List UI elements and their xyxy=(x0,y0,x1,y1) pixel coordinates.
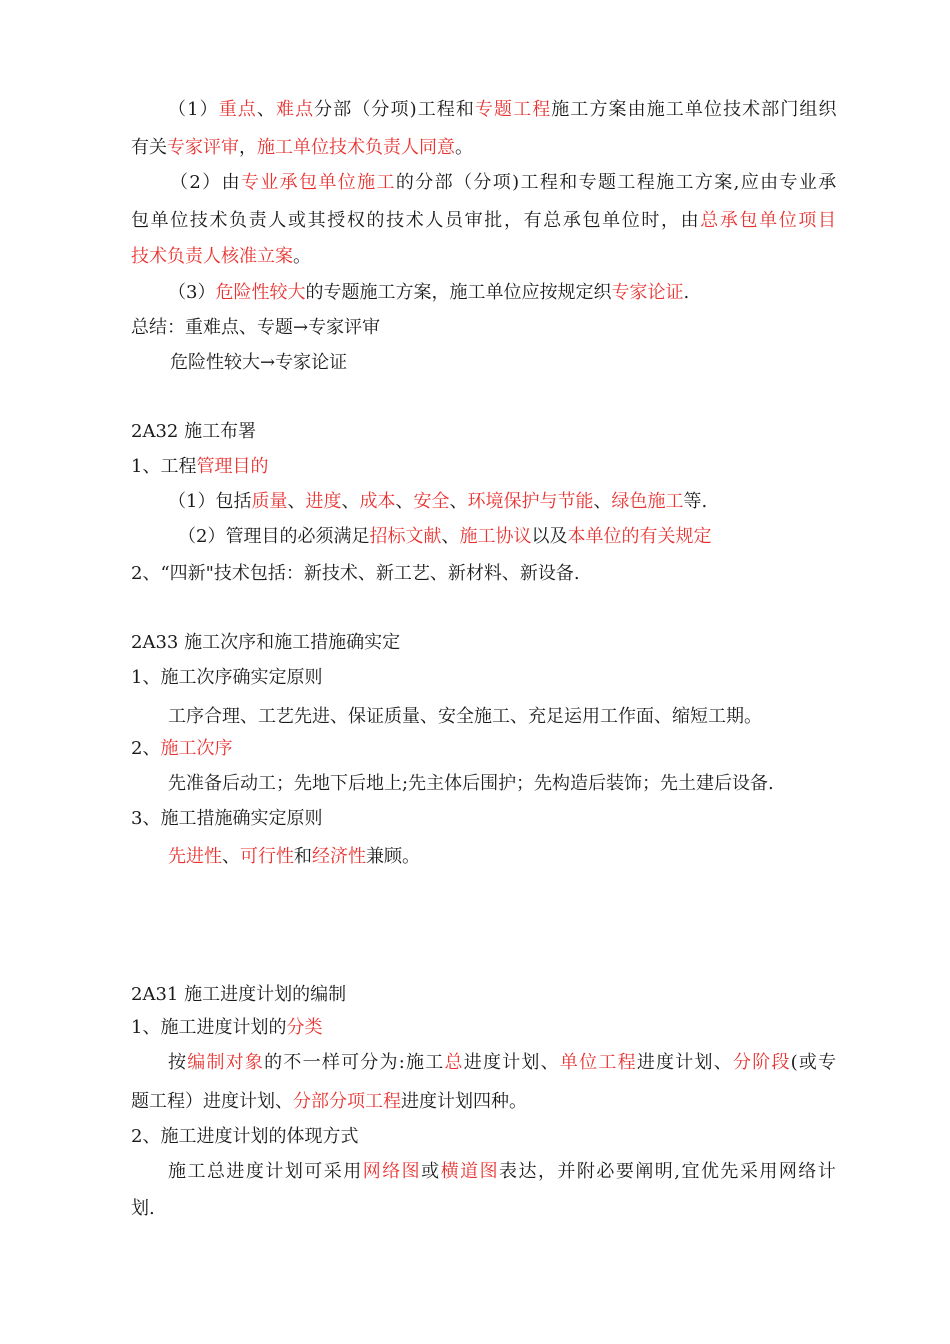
text-run: （1） xyxy=(168,99,219,120)
text-line xyxy=(131,245,311,269)
text-run: 、 xyxy=(341,491,360,512)
text-run: 兼顾。 xyxy=(366,846,420,867)
highlighted-term: 重点 xyxy=(218,99,257,120)
highlighted-term: 总承包单位项目 xyxy=(700,210,838,231)
highlighted-term: 难点 xyxy=(275,99,315,120)
highlighted-term: 可行性 xyxy=(240,846,294,867)
text-line xyxy=(131,562,580,586)
highlighted-term: 先进性 xyxy=(168,846,222,867)
text-line xyxy=(168,490,707,514)
text-run: 2、施工进度计划的体现方式 xyxy=(131,1126,359,1147)
highlighted-term: 环境保护与节能 xyxy=(467,491,594,512)
highlighted-term: 分部分项工程 xyxy=(293,1091,401,1112)
text-run: 施工总进度计划可采用 xyxy=(168,1161,363,1182)
text-run: 的不一样可分为:施工 xyxy=(264,1052,445,1073)
text-run: 划. xyxy=(131,1198,155,1219)
text-line xyxy=(168,705,762,729)
highlighted-term: 进度 xyxy=(305,491,342,512)
text-run: （2）由 xyxy=(170,172,241,193)
text-run: 、 xyxy=(256,99,276,120)
text-run: 的专题施工方案，施工单位应按规定织 xyxy=(305,282,612,303)
text-run: 总结：重难点、专题→专家评审 xyxy=(131,317,381,338)
highlighted-term: 分类 xyxy=(286,1017,323,1038)
text-run: 3、施工措施确实定原则 xyxy=(131,808,323,829)
text-run: 。 xyxy=(293,246,311,267)
highlighted-term: 管理目的 xyxy=(196,456,269,477)
text-run: 、 xyxy=(287,491,306,512)
text-line xyxy=(178,525,711,549)
text-run: 进度计划、 xyxy=(463,1052,560,1073)
text-run: 进度计划、 xyxy=(636,1052,733,1073)
text-line xyxy=(131,1090,527,1114)
text-line xyxy=(131,631,400,655)
text-line xyxy=(131,1125,358,1149)
highlighted-term: 招标文献 xyxy=(369,526,442,547)
text-run: 有关 xyxy=(131,137,167,158)
text-run: 以及 xyxy=(531,526,568,547)
highlighted-term: 危险性较大 xyxy=(215,282,306,303)
text-line xyxy=(170,351,347,375)
highlighted-term: 施工协议 xyxy=(459,526,532,547)
text-run: 进度计划四种。 xyxy=(401,1091,527,1112)
text-run: 先准备后动工；先地下后地上;先主体后围护；先构造后装饰；先土建后设备. xyxy=(168,773,774,794)
text-run: 题工程）进度计划、 xyxy=(131,1091,293,1112)
text-run: 1、施工次序确实定原则 xyxy=(131,667,323,688)
text-run: 1、施工进度计划的 xyxy=(131,1017,287,1038)
highlighted-term: 施工次序 xyxy=(160,738,233,759)
text-run: 、 xyxy=(593,491,612,512)
text-line xyxy=(168,98,838,122)
text-line xyxy=(168,1160,837,1184)
highlighted-term: 施工单位技术负责人同意 xyxy=(257,137,455,158)
text-run: （3） xyxy=(168,282,216,303)
text-run: 1、工程 xyxy=(131,456,197,477)
highlighted-term: 经济性 xyxy=(312,846,366,867)
text-run: 施工方案由施工单位技术部门组织 xyxy=(551,99,838,120)
text-run: 的分部（分项)工程和专题工程施工方案,应由专业承 xyxy=(395,172,838,193)
highlighted-term: 专题工程 xyxy=(474,99,552,120)
text-line xyxy=(131,316,380,340)
text-line xyxy=(131,737,232,761)
text-run: 表达，并附必要阐明,宜优先采用网络计 xyxy=(499,1161,838,1182)
text-run: (或专 xyxy=(790,1052,838,1073)
text-run: 2、 xyxy=(131,738,161,759)
text-line xyxy=(131,1197,155,1221)
text-line xyxy=(131,1016,322,1040)
text-run: 等. xyxy=(683,491,708,512)
highlighted-term: 技术负责人核准立案 xyxy=(131,246,293,267)
highlighted-term: 总 xyxy=(444,1052,464,1073)
highlighted-term: 专业承包单位施工 xyxy=(240,172,396,193)
text-run: ， xyxy=(239,137,257,158)
text-run: 、 xyxy=(449,491,468,512)
text-run: 。 xyxy=(455,137,473,158)
text-line xyxy=(131,420,256,444)
text-line xyxy=(131,666,322,690)
text-run: 2A32 施工布署 xyxy=(131,421,257,442)
text-run: . xyxy=(683,282,690,303)
highlighted-term: 横道图 xyxy=(440,1161,500,1182)
text-run: 按 xyxy=(168,1052,188,1073)
text-run: 分部（分项)工程和 xyxy=(314,99,475,120)
highlighted-term: 专家评审 xyxy=(167,137,239,158)
text-line xyxy=(168,1051,837,1075)
text-run: （1）包括 xyxy=(168,491,252,512)
text-line xyxy=(131,209,838,233)
text-run: 、 xyxy=(395,491,414,512)
text-run: 、 xyxy=(222,846,240,867)
text-run: 2A33 施工次序和施工措施确实定 xyxy=(131,632,401,653)
highlighted-term: 质量 xyxy=(251,491,288,512)
text-run: 危险性较大→专家论证 xyxy=(170,352,348,373)
highlighted-term: 成本 xyxy=(359,491,396,512)
text-line xyxy=(168,772,774,796)
text-run: 或 xyxy=(421,1161,441,1182)
highlighted-term: 安全 xyxy=(413,491,450,512)
text-run: 2A31 施工进度计划的编制 xyxy=(131,984,347,1005)
text-run: 工序合理、工艺先进、保证质量、安全施工、充足运用工作面、缩短工期。 xyxy=(168,706,762,727)
highlighted-term: 网络图 xyxy=(362,1161,422,1182)
text-line xyxy=(131,807,322,831)
text-run: 包单位技术负责人或其授权的技术人员审批，有总承包单位时，由 xyxy=(131,210,701,231)
text-line xyxy=(131,455,268,479)
highlighted-term: 专家论证 xyxy=(611,282,684,303)
highlighted-term: 单位工程 xyxy=(559,1052,637,1073)
highlighted-term: 分阶段 xyxy=(732,1052,791,1073)
text-line xyxy=(168,845,420,869)
text-run: （2）管理目的必须满足 xyxy=(178,526,370,547)
text-line xyxy=(131,983,346,1007)
highlighted-term: 本单位的有关规定 xyxy=(567,526,712,547)
highlighted-term: 绿色施工 xyxy=(611,491,684,512)
highlighted-term: 编制对象 xyxy=(187,1052,265,1073)
text-run: 2、“四新"技术包括：新技术、新工艺、新材料、新设备. xyxy=(131,563,580,584)
text-run: 和 xyxy=(294,846,312,867)
text-line xyxy=(131,136,473,160)
text-run: 、 xyxy=(441,526,460,547)
text-line xyxy=(170,171,838,195)
text-line xyxy=(168,281,689,305)
